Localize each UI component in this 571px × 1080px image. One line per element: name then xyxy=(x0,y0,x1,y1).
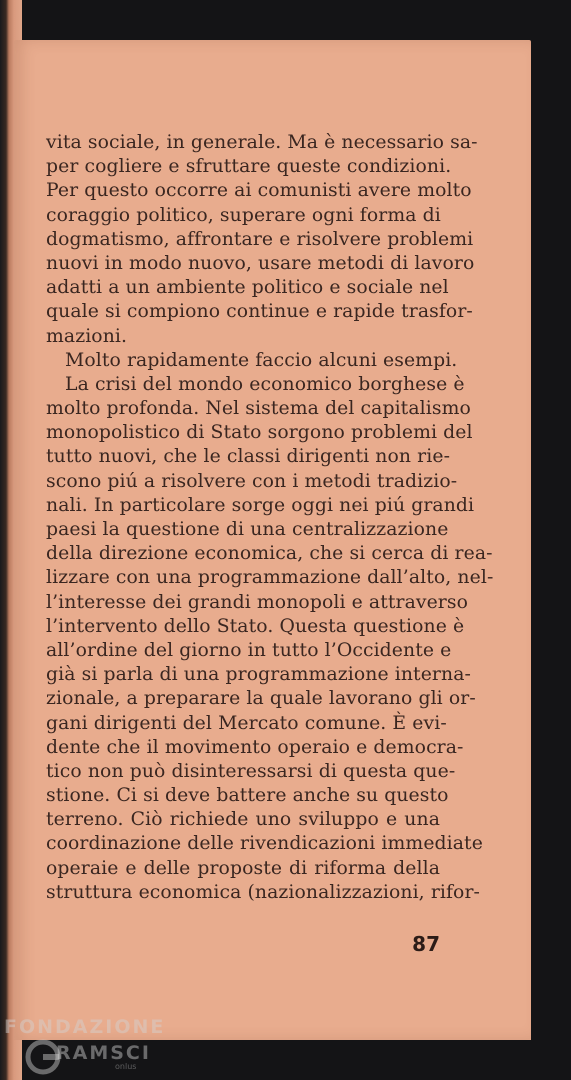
text-line: zionale, a preparare la quale lavorano gli or- xyxy=(46,688,476,710)
text-line: della direzione economica, che si cerca di rea- xyxy=(46,543,493,565)
watermark-gramsci: RAMSCI xyxy=(56,1042,151,1064)
text-line: coraggio politico, superare ogni forma di xyxy=(46,204,441,226)
text-line: tico non può disinteressarsi di questa que- xyxy=(46,760,456,782)
text-line: mazioni. xyxy=(46,325,128,347)
text-line: tutto nuovi, che le classi dirigenti non rie- xyxy=(46,446,451,468)
text-line: per cogliere e sfruttare queste condizioni. xyxy=(46,156,452,178)
watermark-onlus: onlus xyxy=(115,1062,137,1071)
page-number: 87 xyxy=(412,932,440,956)
text-line: operaie e delle proposte di riforma della xyxy=(46,857,440,879)
text-line: La crisi del mondo economico borghese è xyxy=(65,373,465,395)
text-line: nali. In particolare sorge oggi nei piú grandi xyxy=(46,494,475,516)
text-line: vita sociale, in generale. Ma è necessario sa- xyxy=(46,132,478,153)
text-line: l’intervento dello Stato. Questa questione è xyxy=(46,615,465,637)
text-line: adatti a un ambiente politico e sociale nel xyxy=(46,277,449,299)
text-line: nuovi in modo nuovo, usare metodi di lavoro xyxy=(46,252,475,274)
text-line: lizzare con una programmazione dall’alto, nel- xyxy=(46,567,494,589)
text-line: Per questo occorre ai comunisti avere molto xyxy=(46,180,472,202)
text-line: l’interesse dei grandi monopoli e attraverso xyxy=(46,591,469,613)
text-line: già si parla di una programmazione interna- xyxy=(46,664,471,686)
text-line: monopolistico di Stato sorgono problemi del xyxy=(46,422,473,444)
text-line: terreno. Ciò richiede uno sviluppo e una xyxy=(46,809,440,831)
watermark-foundation: FONDAZIONE xyxy=(4,1016,166,1038)
text-line: stione. Ci si deve battere anche su questo xyxy=(46,785,449,807)
text-line: quale si compiono continue e rapide trasfor- xyxy=(46,301,473,323)
text-line: all’ordine del giorno in tutto l’Occidente e xyxy=(46,639,452,661)
text-line: gani dirigenti del Mercato comune. È evi- xyxy=(46,712,447,734)
text-line: coordinazione delle rivendicazioni immediate xyxy=(46,833,483,855)
text-line: paesi la questione di una centralizzazione xyxy=(46,519,449,540)
text-line: dogmatismo, affrontare e risolvere problemi xyxy=(46,228,474,250)
body-text xyxy=(46,131,494,905)
text-line: dente che il movimento operaio e democra- xyxy=(46,736,464,758)
text-line: struttura economica (nazionalizzazioni, rifor- xyxy=(46,881,480,903)
text-line: Molto rapidamente faccio alcuni esempi. xyxy=(65,349,458,371)
text-line: molto profonda. Nel sistema del capitalismo xyxy=(46,398,471,420)
text-line: scono piú a risolvere con i metodi tradizio- xyxy=(46,470,458,492)
